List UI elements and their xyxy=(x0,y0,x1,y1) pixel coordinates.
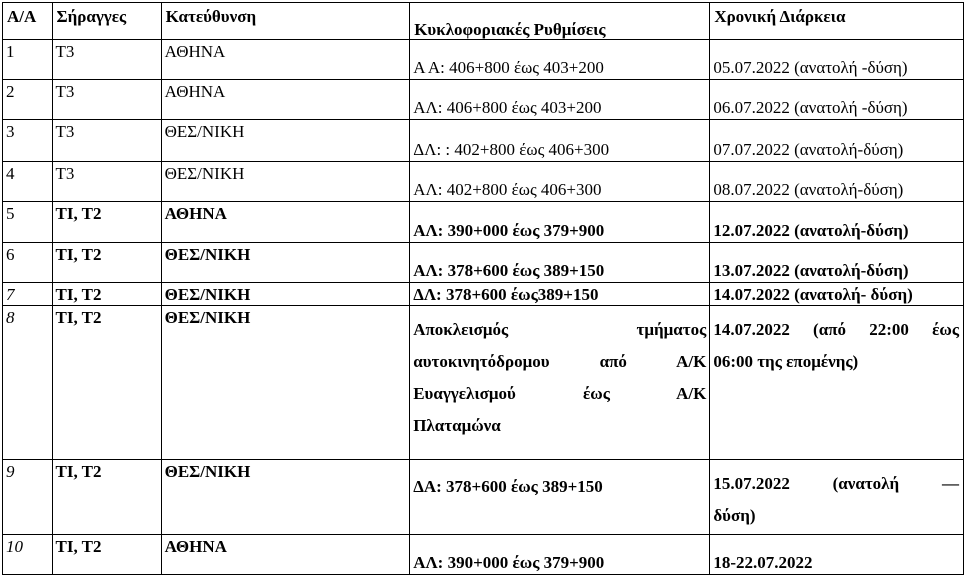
row-setting: ΑΛ: 390+000 έως 379+900 xyxy=(410,202,710,243)
row-setting: ΑΛ: 390+000 έως 379+900 xyxy=(410,535,710,575)
row-num: 3 xyxy=(3,120,53,162)
row-num: 9 xyxy=(3,460,53,535)
row-num: 2 xyxy=(3,80,53,120)
row-setting: ΔΛ: : 402+800 έως 406+300 xyxy=(410,120,710,162)
table-row xyxy=(3,283,964,306)
row-tunnel: Τ3 xyxy=(52,40,161,80)
table-row xyxy=(3,306,964,460)
row-direction: ΑΘΗΝΑ xyxy=(161,535,410,575)
row-num: 4 xyxy=(3,162,53,202)
row-direction: ΘΕΣ/ΝΙΚΗ xyxy=(161,460,410,535)
row-duration: 13.07.2022 (ανατολή-δύση) xyxy=(710,243,964,283)
row-tunnel: ΤΙ, Τ2 xyxy=(52,535,161,575)
row-num: 7 xyxy=(3,283,53,306)
row-tunnel: ΤΙ, Τ2 xyxy=(52,243,161,283)
table-row xyxy=(3,80,964,120)
duration-line: δύση) xyxy=(713,506,756,525)
row-setting: Α Α: 406+800 έως 403+200 xyxy=(410,40,710,80)
duration-line: 06:00 της επομένης) xyxy=(713,352,859,371)
table-row xyxy=(3,202,964,243)
row-tunnel: ΤΙ, Τ2 xyxy=(52,202,161,243)
row-duration: 05.07.2022 (ανατολή -δύση) xyxy=(710,40,964,80)
row-tunnel: ΤΙ, Τ2 xyxy=(52,283,161,306)
header-direction: Κατεύθυνση xyxy=(161,3,410,40)
row-duration xyxy=(710,306,964,460)
table-row xyxy=(3,40,964,80)
row-num: 6 xyxy=(3,243,53,283)
row-tunnel: ΤΙ, Τ2 xyxy=(52,306,161,460)
row-setting: ΑΛ: 406+800 έως 403+200 xyxy=(410,80,710,120)
header-tunnels: Σήραγγες xyxy=(52,3,161,40)
header-num: Α/Α xyxy=(3,3,53,40)
row-direction: ΘΕΣ/ΝΙΚΗ xyxy=(161,120,410,162)
row-num: 5 xyxy=(3,202,53,243)
table-row xyxy=(3,120,964,162)
row-duration: 08.07.2022 (ανατολή-δύση) xyxy=(710,162,964,202)
table-row xyxy=(3,460,964,535)
row-duration xyxy=(710,460,964,535)
row-setting xyxy=(410,306,710,460)
row-direction: ΑΘΗΝΑ xyxy=(161,40,410,80)
duration-line: 14.07.2022 (από 22:00 έως xyxy=(713,320,959,339)
row-num: 8 xyxy=(3,306,53,460)
header-duration: Χρονική Διάρκεια xyxy=(710,3,964,40)
row-duration: 07.07.2022 (ανατολή-δύση) xyxy=(710,120,964,162)
row-direction: ΘΕΣ/ΝΙΚΗ xyxy=(161,283,410,306)
row-setting: ΑΛ: 378+600 έως 389+150 xyxy=(410,243,710,283)
table-row xyxy=(3,162,964,202)
header-traffic-settings: Κυκλοφοριακές Ρυθμίσεις xyxy=(410,3,710,40)
row-direction: ΘΕΣ/ΝΙΚΗ xyxy=(161,306,410,460)
row-duration: 06.07.2022 (ανατολή -δύση) xyxy=(710,80,964,120)
row-duration: 18-22.07.2022 xyxy=(710,535,964,575)
row-direction: ΑΘΗΝΑ xyxy=(161,202,410,243)
row-setting: ΔΑ: 378+600 έως 389+150 xyxy=(410,460,710,535)
table-row xyxy=(3,535,964,575)
row-direction: ΘΕΣ/ΝΙΚΗ xyxy=(161,162,410,202)
setting-line: Ευαγγελισμού έως Α/Κ xyxy=(413,384,707,403)
row-duration: 14.07.2022 (ανατολή- δύση) xyxy=(710,283,964,306)
setting-line: αυτοκινητόδρομου από Α/Κ xyxy=(413,352,707,371)
row-setting: ΑΛ: 402+800 έως 406+300 xyxy=(410,162,710,202)
setting-line: Πλαταμώνα xyxy=(413,416,501,435)
row-direction: ΑΘΗΝΑ xyxy=(161,80,410,120)
setting-line: Αποκλεισμός τμήματος xyxy=(413,320,707,339)
row-num: 1 xyxy=(3,40,53,80)
row-duration: 12.07.2022 (ανατολή-δύση) xyxy=(710,202,964,243)
row-tunnel: Τ3 xyxy=(52,120,161,162)
header-row xyxy=(3,3,964,40)
row-tunnel: ΤΙ, Τ2 xyxy=(52,460,161,535)
row-setting: ΔΛ: 378+600 έως389+150 xyxy=(410,283,710,306)
traffic-arrangements-table xyxy=(2,2,964,575)
row-tunnel: Τ3 xyxy=(52,80,161,120)
table-row xyxy=(3,243,964,283)
row-tunnel: Τ3 xyxy=(52,162,161,202)
row-num: 10 xyxy=(3,535,53,575)
row-direction: ΘΕΣ/ΝΙΚΗ xyxy=(161,243,410,283)
duration-line: 15.07.2022 (ανατολή — xyxy=(713,474,959,493)
